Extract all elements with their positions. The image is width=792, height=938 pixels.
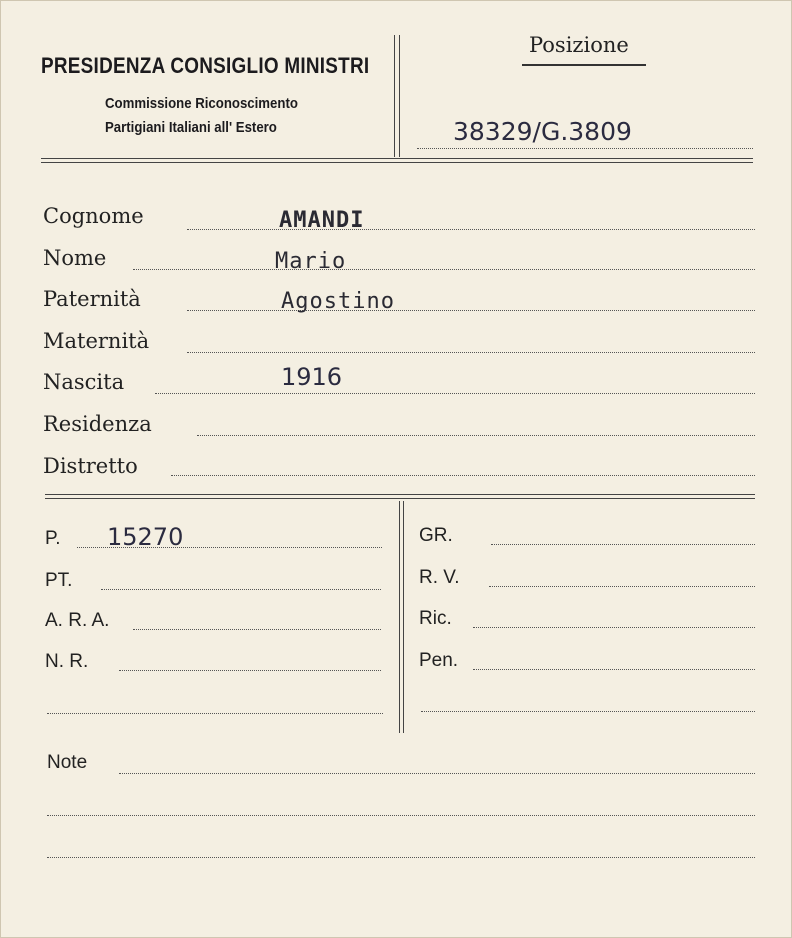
pen-line: [473, 669, 755, 670]
pt-label: PT.: [45, 570, 73, 591]
residenza-label: Residenza: [43, 412, 152, 436]
header-divider: [394, 35, 395, 157]
header-subtitle-line2: Partigiani Italiani all' Estero: [105, 119, 277, 136]
nascita-label: Nascita: [43, 370, 125, 394]
header-rule-top: [41, 158, 753, 159]
left-blank-line: [47, 713, 383, 714]
nome-label: Nome: [43, 246, 107, 270]
right-blank-line: [421, 711, 755, 712]
nome-line: [133, 269, 755, 270]
maternita-line: [187, 352, 755, 353]
distretto-line: [171, 475, 755, 476]
paternita-line: [187, 310, 755, 311]
grid-rule-top: [45, 494, 755, 495]
posizione-underline: [522, 64, 646, 66]
ric-line: [473, 627, 755, 628]
nr-line: [119, 670, 381, 671]
posizione-dotted-line: [417, 148, 753, 149]
maternita-label: Maternità: [43, 329, 150, 353]
note-line-1: [119, 773, 755, 774]
posizione-value: 38329/G.3809: [453, 117, 632, 146]
p-label: P.: [45, 528, 61, 549]
grid-rule-bottom: [45, 498, 755, 499]
ara-line: [133, 629, 381, 630]
nome-value: Mario: [275, 249, 347, 274]
rv-label: R. V.: [419, 567, 460, 588]
ric-label: Ric.: [419, 608, 452, 629]
rv-line: [489, 586, 755, 587]
p-value: 15270: [107, 523, 184, 551]
header-subtitle-line1: Commissione Riconoscimento: [105, 95, 298, 112]
header-title: PRESIDENZA CONSIGLIO MINISTRI: [41, 53, 370, 78]
gr-line: [491, 544, 755, 545]
header-divider-2: [399, 35, 400, 157]
note-label: Note: [47, 752, 88, 773]
pen-label: Pen.: [419, 650, 459, 671]
note-line-3: [47, 857, 755, 858]
ara-label: A. R. A.: [45, 610, 110, 631]
cognome-label: Cognome: [43, 204, 144, 228]
cognome-line: [187, 229, 755, 230]
paternita-label: Paternità: [43, 287, 141, 311]
nascita-line: [155, 393, 755, 394]
residenza-line: [197, 435, 755, 436]
distretto-label: Distretto: [43, 454, 138, 478]
note-line-2: [47, 815, 755, 816]
cognome-value: AMANDI: [279, 208, 365, 233]
grid-divider-2: [403, 501, 404, 733]
header-rule-bottom: [41, 162, 753, 163]
posizione-label: Posizione: [529, 33, 629, 57]
gr-label: GR.: [419, 525, 453, 546]
nascita-value: 1916: [281, 363, 343, 391]
paternita-value: Agostino: [281, 289, 395, 314]
nr-label: N. R.: [45, 651, 89, 672]
grid-divider: [399, 501, 400, 733]
pt-line: [101, 589, 381, 590]
